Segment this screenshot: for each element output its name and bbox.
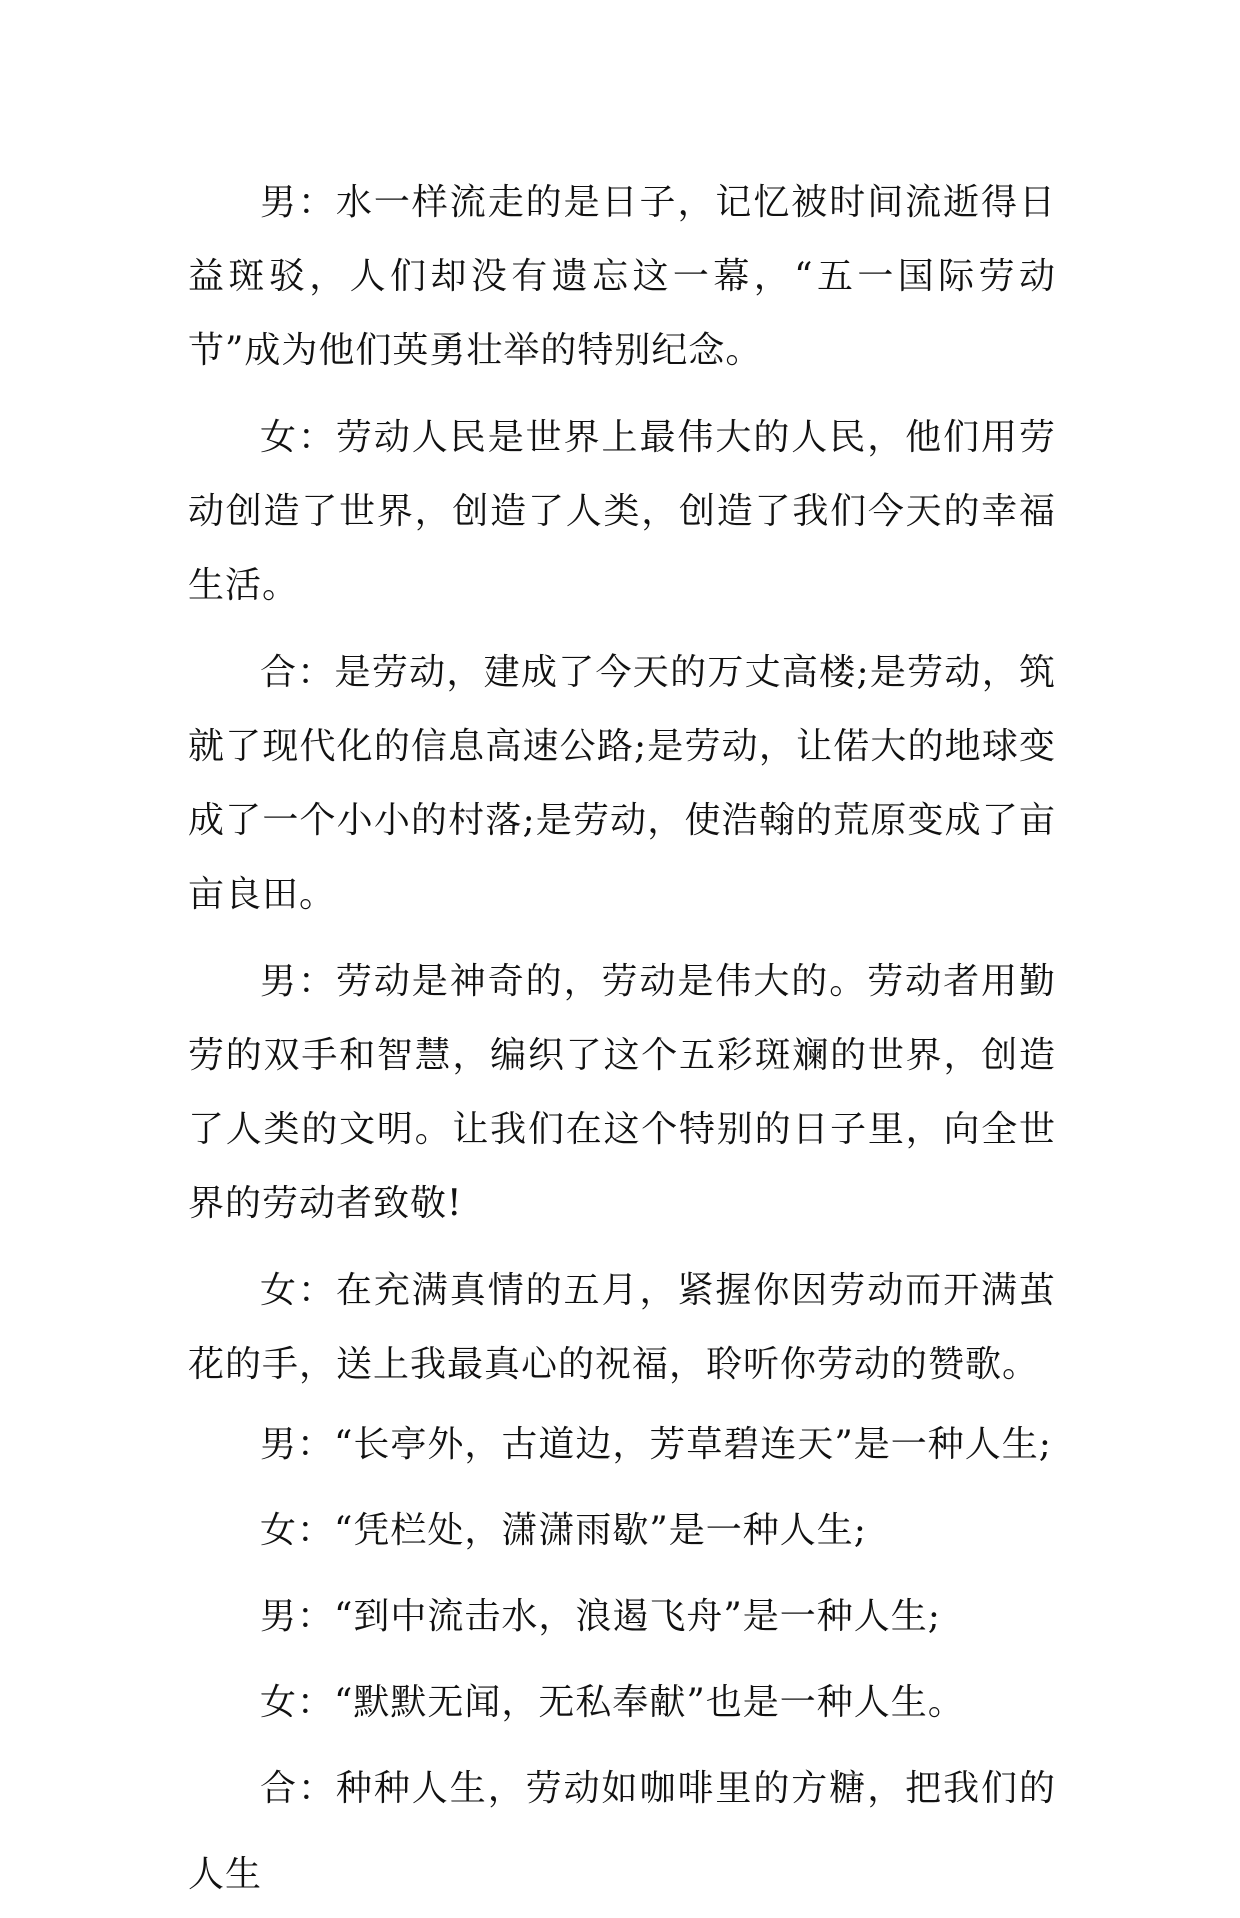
paragraph-gap (188, 1241, 1056, 1254)
document-body (188, 166, 1056, 1918)
paragraph-9: 女：“默默无闻，无私奉献”也是一种人生。 (260, 1682, 965, 1723)
paragraph-10: 合：种种人生，劳动如咖啡里的方糖，把我们的人生 (188, 1768, 1056, 1895)
paragraph-7: 女：“凭栏处，潇潇雨歇”是一种人生; (260, 1510, 867, 1551)
paragraph-4: 男：劳动是神奇的，劳动是伟大的。劳动者用勤劳的双手和智慧，编织了这个五彩斑斓的世界，创造了人类的文明。让我们在这个特别的日子里，向全世界的劳动者致敬! (188, 961, 1056, 1224)
paragraph-6: 男：“长亭外，古道边，芳草碧连天”是一种人生; (260, 1424, 1052, 1465)
paragraph-8: 男：“到中流击水，浪遏飞舟”是一种人生; (260, 1596, 941, 1637)
paragraph-gap (188, 623, 1056, 636)
paragraph-5: 女：在充满真情的五月，紧握你因劳动而开满茧花的手，送上我最真心的祝福，聆听你劳动的赞歌。 (188, 1270, 1056, 1385)
paragraph-2: 女：劳动人民是世界上最伟大的人民，他们用劳动创造了世界，创造了人类，创造了我们今天的幸福生活。 (188, 417, 1056, 606)
paragraph-1: 男：水一样流走的是日子，记忆被时间流逝得日益斑驳，人们却没有遗忘这一幕，“五一国际劳动节”成为他们英勇壮举的特别纪念。 (188, 182, 1056, 371)
paragraph-3: 合：是劳动，建成了今天的万丈高楼;是劳动，筑就了现代化的信息高速公路;是劳动，让偌大的地球变成了一个小小的村落;是劳动，使浩翰的荒原变成了亩亩良田。 (188, 652, 1056, 915)
paragraph-gap (188, 932, 1056, 945)
paragraph-gap (188, 388, 1056, 401)
